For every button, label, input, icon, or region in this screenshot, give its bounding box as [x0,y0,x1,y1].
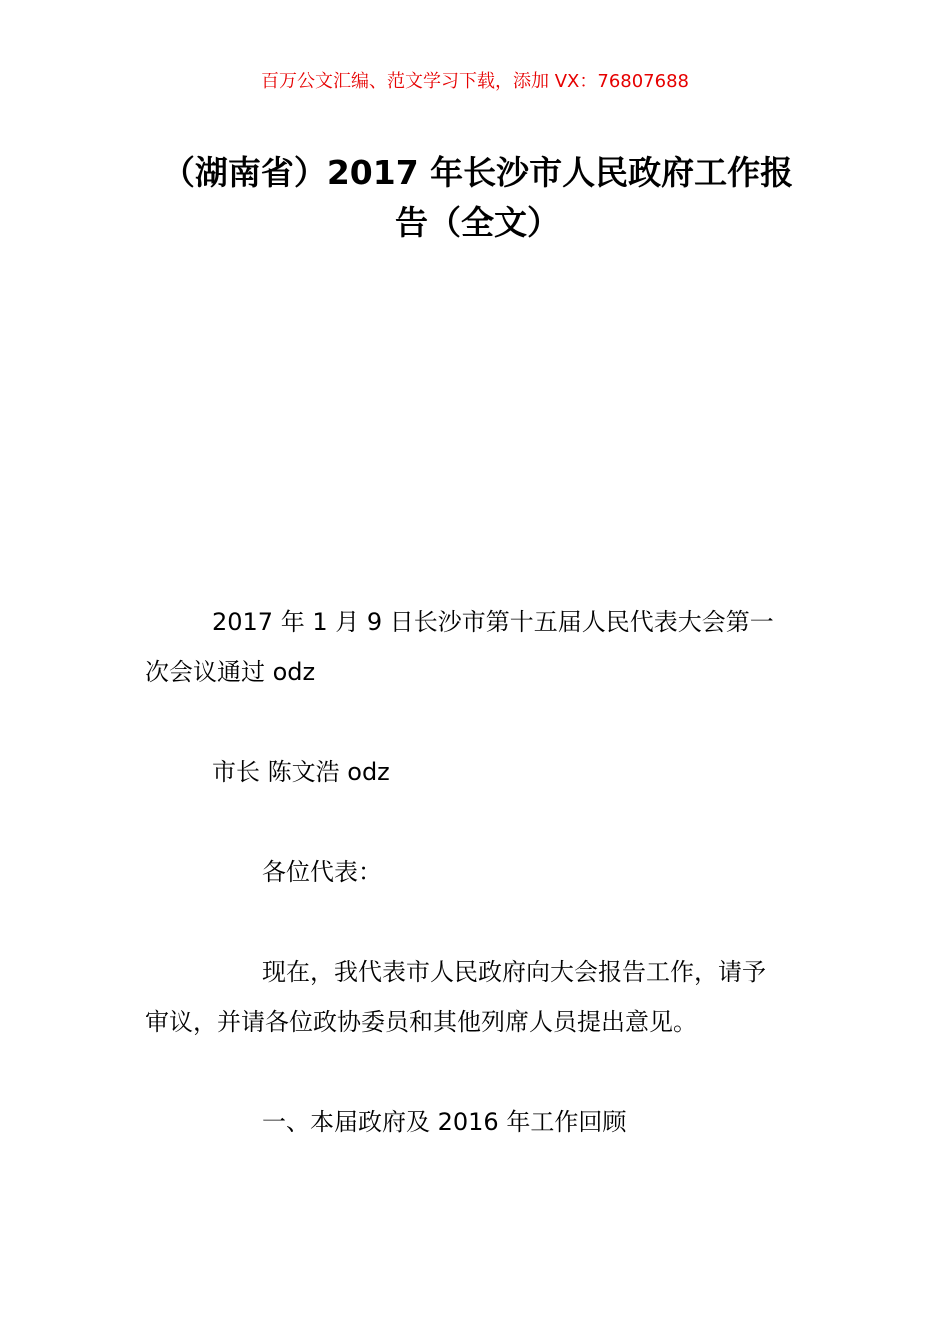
salutation: 各位代表： [262,858,382,886]
intro-paragraph-line-2: 审议，并请各位政协委员和其他列席人员提出意见。 [145,1008,697,1036]
header-watermark-note: 百万公文汇编、范文学习下载，添加 VX：76807688 [261,71,689,92]
document-title-line-1: （湖南省）2017 年长沙市人民政府工作报 [161,153,794,192]
intro-paragraph-line-1: 现在，我代表市人民政府向大会报告工作，请予 [262,958,766,986]
adoption-note-line-2: 次会议通过 odz [145,658,316,686]
mayor-byline: 市长 陈文浩 odz [212,758,390,786]
adoption-note-line-1: 2017 年 1 月 9 日长沙市第十五届人民代表大会第一 [212,608,774,636]
document-title-line-2: 告（全文） [395,203,560,242]
document-title [145,148,810,248]
section-heading: 一、本届政府及 2016 年工作回顾 [262,1108,627,1136]
